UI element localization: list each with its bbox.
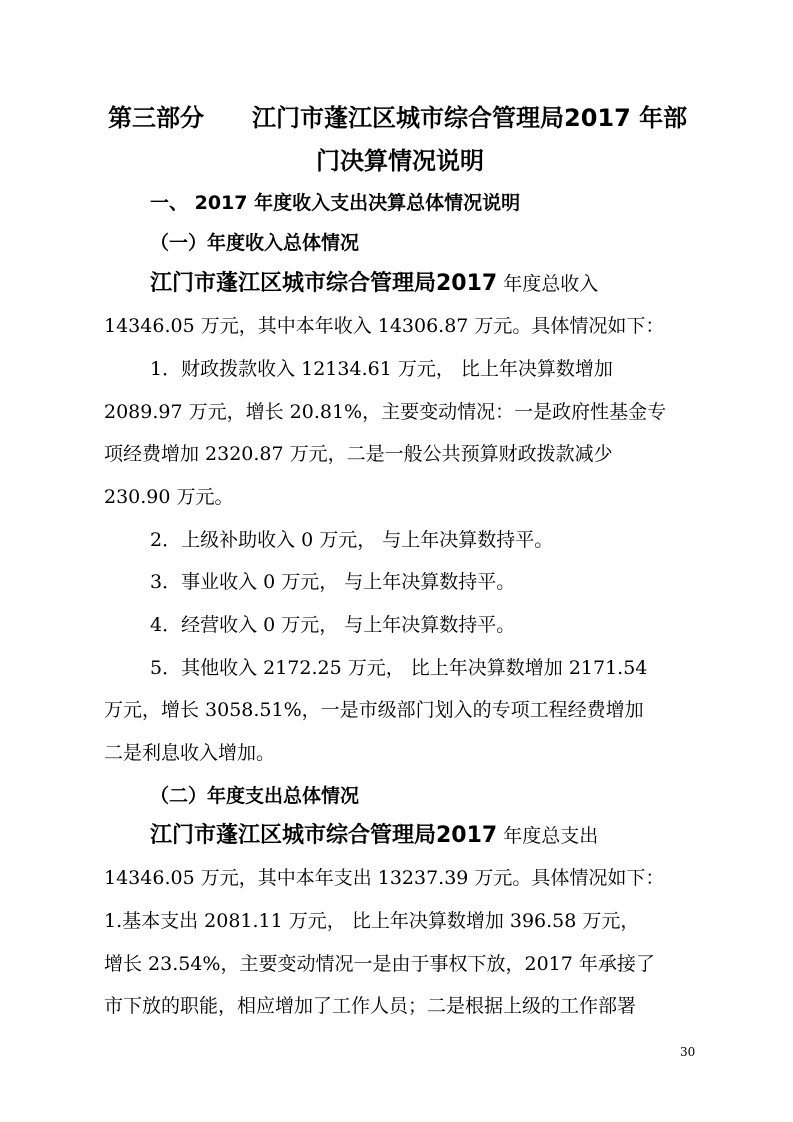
expense-subheading: （二）年度支出总体情况 — [150, 785, 360, 807]
income-item-5-line-3: 二是利息收入增加。 — [104, 742, 276, 764]
income-lead-tail: 年度总收入 — [497, 273, 599, 295]
income-item-4: 4．经营收入 0 万元， 与上年决算数持平。 — [150, 614, 516, 636]
expense-item-1-line-2: 增长 23.54%，主要变动情况一是由于事权下放，2017 年承接了 — [104, 953, 655, 975]
income-item-1-line-3: 项经费增加 2320.87 万元，二是一般公共预算财政拨款减少 — [104, 443, 613, 465]
expense-item-1-line-1: 1.基本支出 2081.11 万元， 比上年决算数增加 396.58 万元， — [104, 910, 640, 932]
title-line-1 — [108, 102, 687, 134]
expense-lead-tail: 年度总支出 — [497, 825, 599, 847]
income-summary-line: 14346.05 万元，其中本年收入 14306.87 万元。具体情况如下： — [104, 315, 665, 337]
page-number: 30 — [680, 1045, 696, 1059]
expense-lead-line — [150, 822, 598, 850]
income-item-2: 2．上级补助收入 0 万元， 与上年决算数持平。 — [150, 529, 554, 551]
income-item-1-line-4: 230.90 万元。 — [104, 486, 234, 508]
income-subheading: （一）年度收入总体情况 — [150, 232, 360, 254]
income-item-1-line-1: 1．财政拨款收入 12134.61 万元， 比上年决算数增加 — [150, 358, 613, 380]
income-lead-line — [150, 270, 598, 298]
title-part-label: 第三部分 — [108, 104, 204, 132]
title-main-text: 江门市蓬江区城市综合管理局2017 年部 — [252, 104, 688, 132]
income-lead-bold: 江门市蓬江区城市综合管理局2017 — [150, 271, 498, 296]
expense-summary-line: 14346.05 万元，其中本年支出 13237.39 万元。具体情况如下： — [104, 867, 665, 889]
income-item-3: 3．事业收入 0 万元， 与上年决算数持平。 — [150, 571, 516, 593]
income-item-5-line-1: 5．其他收入 2172.25 万元， 比上年决算数增加 2171.54 — [150, 657, 648, 679]
section-heading-1: 一、 2017 年度收入支出决算总体情况说明 — [150, 192, 521, 214]
expense-lead-bold: 江门市蓬江区城市综合管理局2017 — [150, 823, 498, 848]
expense-item-1-line-3: 市下放的职能，相应增加了工作人员；二是根据上级的工作部署 — [104, 995, 637, 1017]
income-item-1-line-2: 2089.97 万元，增长 20.81%，主要变动情况：一是政府性基金专 — [104, 401, 667, 423]
income-item-5-line-2: 万元，增长 3058.51%，一是市级部门划入的专项工程经费增加 — [104, 699, 644, 721]
title-line-2: 门决算情况说明 — [316, 147, 484, 175]
